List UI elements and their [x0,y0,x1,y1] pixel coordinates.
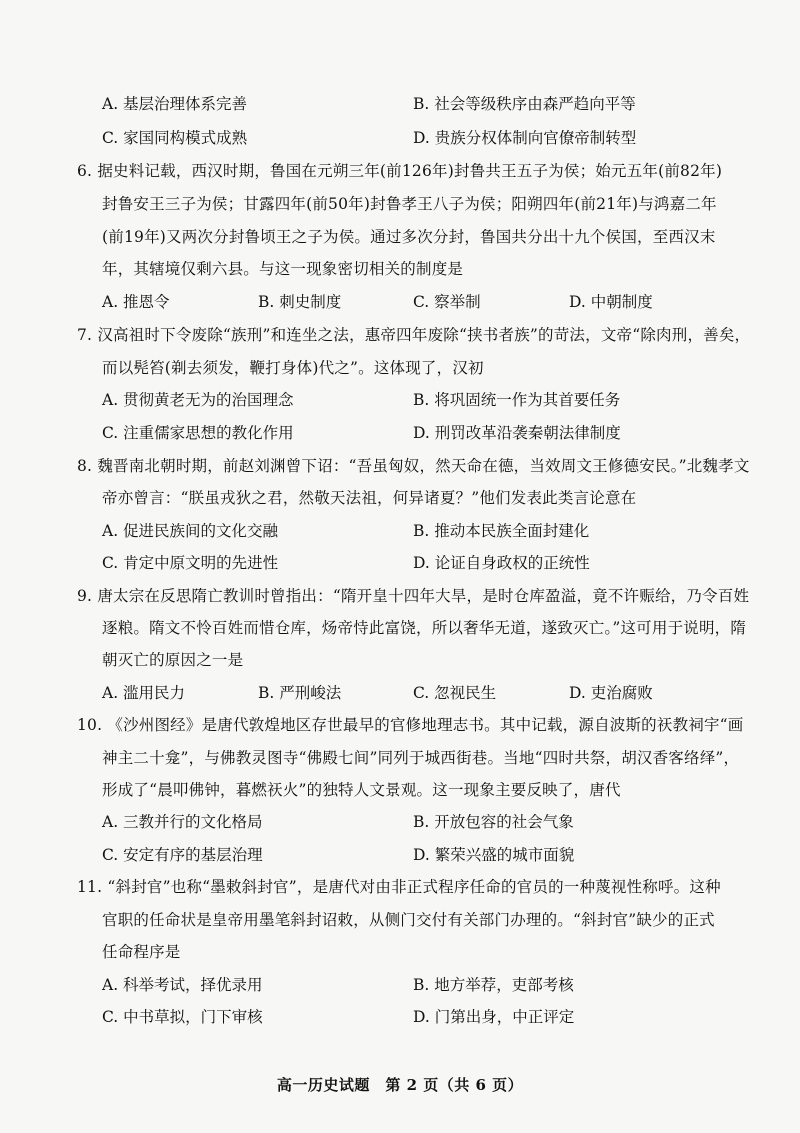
q8-option-b: B. 推动本民族全面封建化 [413,522,590,540]
q6-stem-line: 年，其辖境仅剩六县。与这一现象密切相关的制度是 [102,260,464,278]
q10-option-b: B. 开放包容的社会气象 [413,813,574,831]
q8-stem-line: 8. 魏晋南北朝时期，前赵刘渊曾下诏：“吾虽匈奴，然天命在德，当效周文王修德安民。”北魏孝文 [77,457,750,475]
q11-option-c: C. 中书草拟，门下审核 [102,1008,263,1026]
q7-stem-line: 7. 汉高祖时下令废除“族刑”和连坐之法，惠帝四年废除“挟书者族”的苛法，文帝“除肉刑，善矣， [77,326,751,344]
q6-stem-line: (前19年)又两次分封鲁顷王之子为侯。通过多次分封，鲁国共分出十九个侯国，至西汉末 [102,228,716,246]
q10-option-a: A. 三教并行的文化格局 [102,813,263,831]
q11-option-a: A. 科举考试，择优录用 [102,976,263,994]
q11-option-b: B. 地方举荐，吏部考核 [413,976,574,994]
page-footer: 高一历史试题 第 2 页（共 6 页） [276,1076,524,1094]
q10-stem-line: 形成了“晨叩佛钟，暮燃祆火”的独特人文景观。这一现象主要反映了，唐代 [102,781,621,799]
q5-option-a: A. 基层治理体系完善 [102,95,248,113]
q6-option-c: C. 察举制 [413,293,481,311]
q9-option-a: A. 滥用民力 [102,684,186,702]
q9-option-d: D. 吏治腐败 [569,684,653,702]
q10-stem-line: 神主二十龛”，与佛教灵图寺“佛殿七间”同列于城西街巷。当地“四时共祭，胡汉香客络绎”， [102,749,740,767]
q9-stem-line: 9. 唐太宗在反思隋亡教训时曾指出：“隋开皇十四年大旱，是时仓库盈溢，竟不许赈给，乃令百姓 [77,587,750,605]
q6-option-d: D. 中朝制度 [569,293,653,311]
q7-option-c: C. 注重儒家思想的教化作用 [102,424,294,442]
q11-option-d: D. 门第出身，中正评定 [413,1008,575,1026]
q9-option-b: B. 严刑峻法 [258,684,342,702]
q8-option-a: A. 促进民族间的文化交融 [102,522,279,540]
q5-option-c: C. 家国同构模式成熟 [102,129,248,147]
q7-option-a: A. 贯彻黄老无为的治国理念 [102,391,294,409]
q11-stem-line: 官职的任命状是皇帝用墨笔斜封诏敕，从侧门交付有关部门办理的。“斜封官”缺少的正式 [102,911,715,929]
q9-option-c: C. 忽视民生 [413,684,497,702]
q9-stem-line: 朝灭亡的原因之一是 [102,651,244,669]
q7-option-b: B. 将巩固统一作为其首要任务 [413,391,621,409]
q7-stem-line: 而以髡笞(剃去须发，鞭打身体)代之”。这体现了，汉初 [102,359,484,377]
q6-stem-line: 封鲁安王三子为侯；甘露四年(前50年)封鲁孝王八子为侯；阳朔四年(前21年)与鸿嘉二年 [102,195,717,213]
q10-option-c: C. 安定有序的基层治理 [102,846,263,864]
q10-option-d: D. 繁荣兴盛的城市面貌 [413,846,575,864]
q11-stem-line: 任命程序是 [102,943,181,961]
q5-option-d: D. 贵族分权体制向官僚帝制转型 [413,129,637,147]
q8-option-c: C. 肯定中原文明的先进性 [102,554,279,572]
q8-stem-line: 帝亦曾言：“朕虽戎狄之君，然敬天法祖，何异诸夏？”他们发表此类言论意在 [102,489,637,507]
q9-stem-line: 逐粮。隋文不怜百姓而惜仓库，炀帝恃此富饶，所以奢华无道，遂致灭亡。”这可用于说明，隋 [102,619,747,637]
q5-option-b: B. 社会等级秩序由森严趋向平等 [413,95,636,113]
q8-option-d: D. 论证自身政权的正统性 [413,554,590,572]
q10-stem-line: 10. 《沙州图经》是唐代敦煌地区存世最早的官修地理志书。其中记载，源自波斯的祆教祠宇“画 [77,716,744,734]
q6-stem-line: 6. 据史料记载，西汉时期，鲁国在元朔三年(前126年)封鲁共王五子为侯；始元五年(前82年) [77,162,723,180]
q7-option-d: D. 刑罚改革沿袭秦朝法律制度 [413,424,621,442]
q6-option-a: A. 推恩令 [102,293,170,311]
q6-option-b: B. 刺史制度 [258,293,342,311]
q11-stem-line: 11. “斜封官”也称“墨敕斜封官”，是唐代对由非正式程序任命的官员的一种蔑视性称呼。这种 [77,878,721,896]
